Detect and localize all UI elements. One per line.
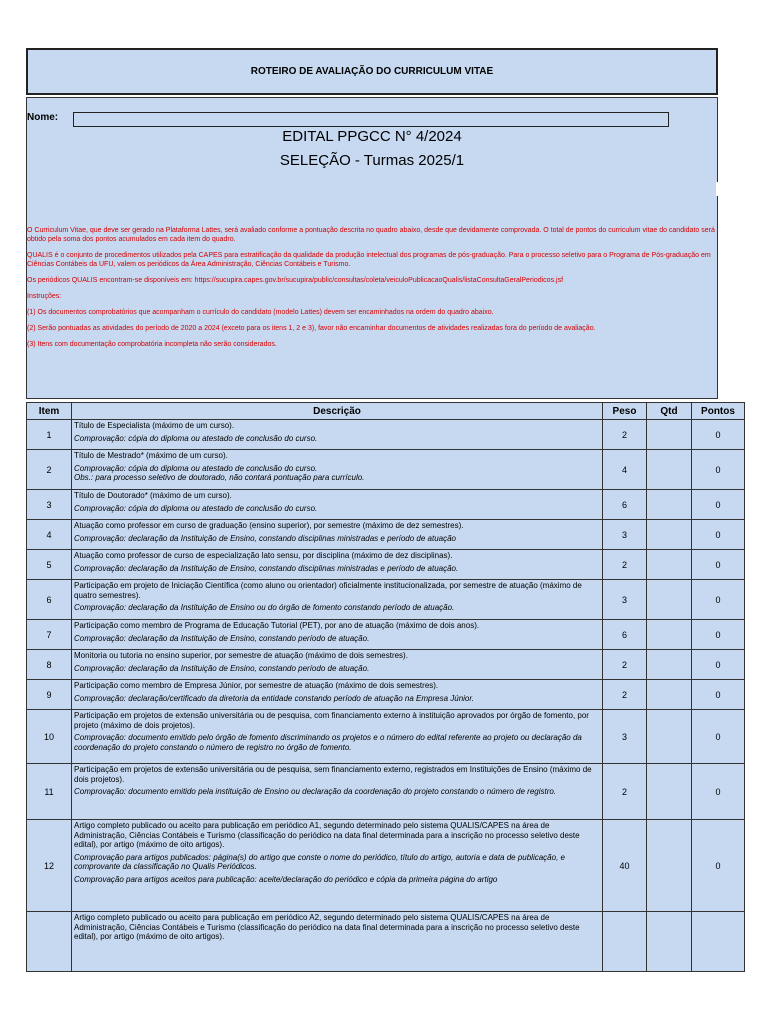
item-weight: 2 [603,764,647,820]
description-text: Atuação como professor de curso de especialização lato sensu, por disciplina (máximo de dez disciplinas). [74,551,453,560]
item-description [72,580,603,620]
item-description [72,450,603,490]
col-item-header: Item [27,403,72,420]
note-instruction-2: (2) Serão pontuadas as atividades do período de 2020 a 2024 (exceto para os itens 1, 2 e 3), favor não encaminhar documentos de atividades realizadas fora do período de avaliação. [27,325,596,332]
note-instructions-heading: Instruções: [27,293,62,300]
description-text: Artigo completo publicado ou aceito para publicação em periódico A2, segundo determinado pelo sistema QUALIS/CAPES na área de Administração, Ciências Contábeis e Turismo (classificação do periódico na data final determinada para a inscrição no processo seletivo deste edital), por artigo (máximo de oito artigos). [74,913,580,941]
item-points: 0 [692,580,745,620]
table-row [27,550,745,580]
extra-note: Comprovação para artigos aceitos para publicação: aceite/declaração do periódico e cópia da primeira página do artigo [74,874,498,884]
instructions-notes [27,226,717,356]
item-weight: 2 [603,680,647,710]
item-weight: 6 [603,620,647,650]
item-description [72,820,603,912]
item-weight: 2 [603,650,647,680]
item-number: 5 [27,550,72,580]
item-points: 0 [692,520,745,550]
item-number: 10 [27,710,72,764]
item-number: 8 [27,650,72,680]
item-number: 3 [27,490,72,520]
item-weight: 40 [603,820,647,912]
header-box [26,97,718,399]
table-row [27,520,745,550]
item-description [72,710,603,764]
table-row [27,912,745,972]
edge-gap [716,182,720,196]
item-weight: 2 [603,550,647,580]
description-text: Participação em projeto de Iniciação Científica (como aluno ou orientador) oficialmente institucionalizada, por semestre de atuação (máximo de quatro semestres). [74,581,582,600]
item-weight [603,912,647,972]
item-qty-input[interactable] [647,550,692,580]
item-number: 4 [27,520,72,550]
proof-requirement: Comprovação: cópia do diploma ou atestado de conclusão do curso. [74,433,318,443]
item-qty-input[interactable] [647,820,692,912]
description-text: Artigo completo publicado ou aceito para publicação em periódico A1, segundo determinado pelo sistema QUALIS/CAPES na área de Administração, Ciências Contábeis e Turismo (classificação do periódico na data final determinada para a inscrição no processo seletivo deste edital), por artigo (máximo de oito artigos). [74,821,580,849]
table-row [27,490,745,520]
item-description [72,680,603,710]
proof-requirement: Comprovação: declaração/certificado da diretoria da entidade constando período de atuação na Empresa Júnior. [74,693,474,703]
table-row [27,710,745,764]
item-number: 9 [27,680,72,710]
item-number: 6 [27,580,72,620]
item-qty-input[interactable] [647,520,692,550]
item-points: 0 [692,490,745,520]
item-points: 0 [692,820,745,912]
proof-requirement: Comprovação: cópia do diploma ou atestado de conclusão do curso. [74,503,318,513]
item-weight: 3 [603,580,647,620]
description-text: Atuação como professor em curso de graduação (ensino superior), por semestre (máximo de dez semestres). [74,521,464,530]
item-number: 12 [27,820,72,912]
note-qualis: QUALIS é o conjunto de procedimentos utilizados pela CAPES para estratificação da qualidade da produção intelectual dos programas de pós-graduação. Para o processo seletivo para o Programa de Pós-graduação em Ciências Contábeis da UFU, valem os periódicos da Área Administração, Ciências Contábeis e Turismo. [27,252,711,268]
proof-requirement: Comprovação: declaração da Instituição de Ensino, constando disciplinas ministradas e período de atuação. [74,563,459,573]
proof-requirement: Comprovação: declaração da Instituição de Ensino, constando disciplinas ministradas e período de atuação [74,533,457,543]
description-text: Participação como membro de Empresa Júnior, por semestre de atuação (máximo de dois semestres). [74,681,439,690]
item-description [72,520,603,550]
item-qty-input[interactable] [647,620,692,650]
item-qty-input[interactable] [647,764,692,820]
item-points: 0 [692,420,745,450]
name-field[interactable] [73,112,669,127]
table-row [27,650,745,680]
table-row [27,820,745,912]
table-row [27,580,745,620]
item-number: 7 [27,620,72,650]
item-qty-input[interactable] [647,680,692,710]
item-description [72,550,603,580]
item-points: 0 [692,450,745,490]
item-number: 2 [27,450,72,490]
col-weight-header: Peso [603,403,647,420]
table-row [27,420,745,450]
proof-requirement: Comprovação: declaração da Instituição de Ensino, constando período de atuação. [74,663,370,673]
description-text: Título de Mestrado* (máximo de um curso). [74,451,228,460]
note-instruction-1: (1) Os documentos comprobatórios que acompanham o currículo do candidato (modelo Lattes) devem ser encaminhados na ordem do quadro abaixo. [27,309,494,316]
item-qty-input[interactable] [647,490,692,520]
description-text: Título de Doutorado* (máximo de um curso). [74,491,232,500]
note-instruction-3: (3) Itens com documentação comprobatória incompleta não serão considerados. [27,341,277,348]
item-qty-input[interactable] [647,580,692,620]
item-weight: 2 [603,420,647,450]
item-points: 0 [692,550,745,580]
proof-requirement: Comprovação: cópia do diploma ou atestado de conclusão do curso. [74,463,318,473]
col-description-header: Descrição [72,403,603,420]
item-points: 0 [692,680,745,710]
item-weight: 4 [603,450,647,490]
form-title-box [26,48,718,95]
form-title: ROTEIRO DE AVALIAÇÃO DO CURRICULUM VITAE [250,66,494,77]
extra-note: Obs.: para processo seletivo de doutorado, não contará pontuação para currículo. [74,473,365,482]
item-qty-input[interactable] [647,650,692,680]
description-text: Participação como membro de Programa de Educação Tutorial (PET), por ano de atuação (máximo de dois anos). [74,621,480,630]
edital-title: EDITAL PPGCC N° 4/2024 [282,128,462,145]
name-label: Nome: [27,112,59,123]
item-points: 0 [692,620,745,650]
description-text: Participação em projetos de extensão universitária ou de pesquisa, sem financiamento externo, registrados em Instituições de Ensino (máximo de dois projetos). [74,765,592,784]
item-number: 1 [27,420,72,450]
description-text: Título de Especialista (máximo de um curso). [74,421,235,430]
item-description [72,620,603,650]
item-description [72,420,603,450]
proof-requirement: Comprovação: documento emitido pelo órgão de fomento discriminando os projetos e o número do edital referente ao projeto ou declaração da coordenação do projeto constando o número de registro no órgão de fomento. [74,733,582,752]
note-curriculum: O Curriculum Vitae, que deve ser gerado na Plataforma Lattes, será avaliado conforme a pontuação descrita no quadro abaixo, desde que devidamente comprovada. O total de pontos do curriculum vitae do candidato será obtido pela soma dos pontos acumulados em cada item do quadro. [27,227,715,243]
item-weight: 3 [603,710,647,764]
proof-requirement: Comprovação: declaração da Instituição de Ensino ou do órgão de fomento constando período de atuação. [74,603,455,612]
item-points: 0 [692,764,745,820]
item-description [72,912,603,972]
description-text: Monitoria ou tutoria no ensino superior, por semestre de atuação (máximo de dois semestres). [74,651,408,660]
table-row [27,680,745,710]
item-number [27,912,72,972]
col-qty-header: Qtd [647,403,692,420]
item-points [692,912,745,972]
item-qty-input[interactable] [647,710,692,764]
table-row [27,764,745,820]
proof-requirement: Comprovação: documento emitido pela instituição de Ensino ou declaração da coordenação do projeto constando o número de registro. [74,787,557,796]
selection-subtitle: SELEÇÃO - Turmas 2025/1 [279,152,465,169]
item-description [72,490,603,520]
item-points: 0 [692,650,745,680]
proof-requirement: Comprovação para artigos publicados: página(s) do artigo que conste o nome do periódico, título do artigo, autoria e data de publicação, e comprovante da classificação no Qualis Periódicos. [74,852,565,871]
proof-requirement: Comprovação: declaração da Instituição de Ensino, constando período de atuação. [74,633,370,643]
item-description [72,764,603,820]
description-text: Participação em projetos de extensão universitária ou de pesquisa, com financiamento externo à instituição aprovados por órgão de fomento, por projeto (máximo de dois projetos). [74,711,589,730]
item-weight: 6 [603,490,647,520]
note-qualis-link: Os periódicos QUALIS encontram-se disponíveis em: https://sucupira.capes.gov.br/sucupira/public/consultas/coleta/veiculoPublicacaoQualis/listaConsultaGeralPeriodicos.jsf [27,277,564,284]
table-row [27,620,745,650]
item-qty-input[interactable] [647,420,692,450]
item-points: 0 [692,710,745,764]
evaluation-table [26,402,745,972]
col-points-header: Pontos [692,403,745,420]
item-qty-input[interactable] [647,912,692,972]
table-header-row [27,403,745,420]
item-qty-input[interactable] [647,450,692,490]
item-number: 11 [27,764,72,820]
item-description [72,650,603,680]
item-weight: 3 [603,520,647,550]
table-row [27,450,745,490]
